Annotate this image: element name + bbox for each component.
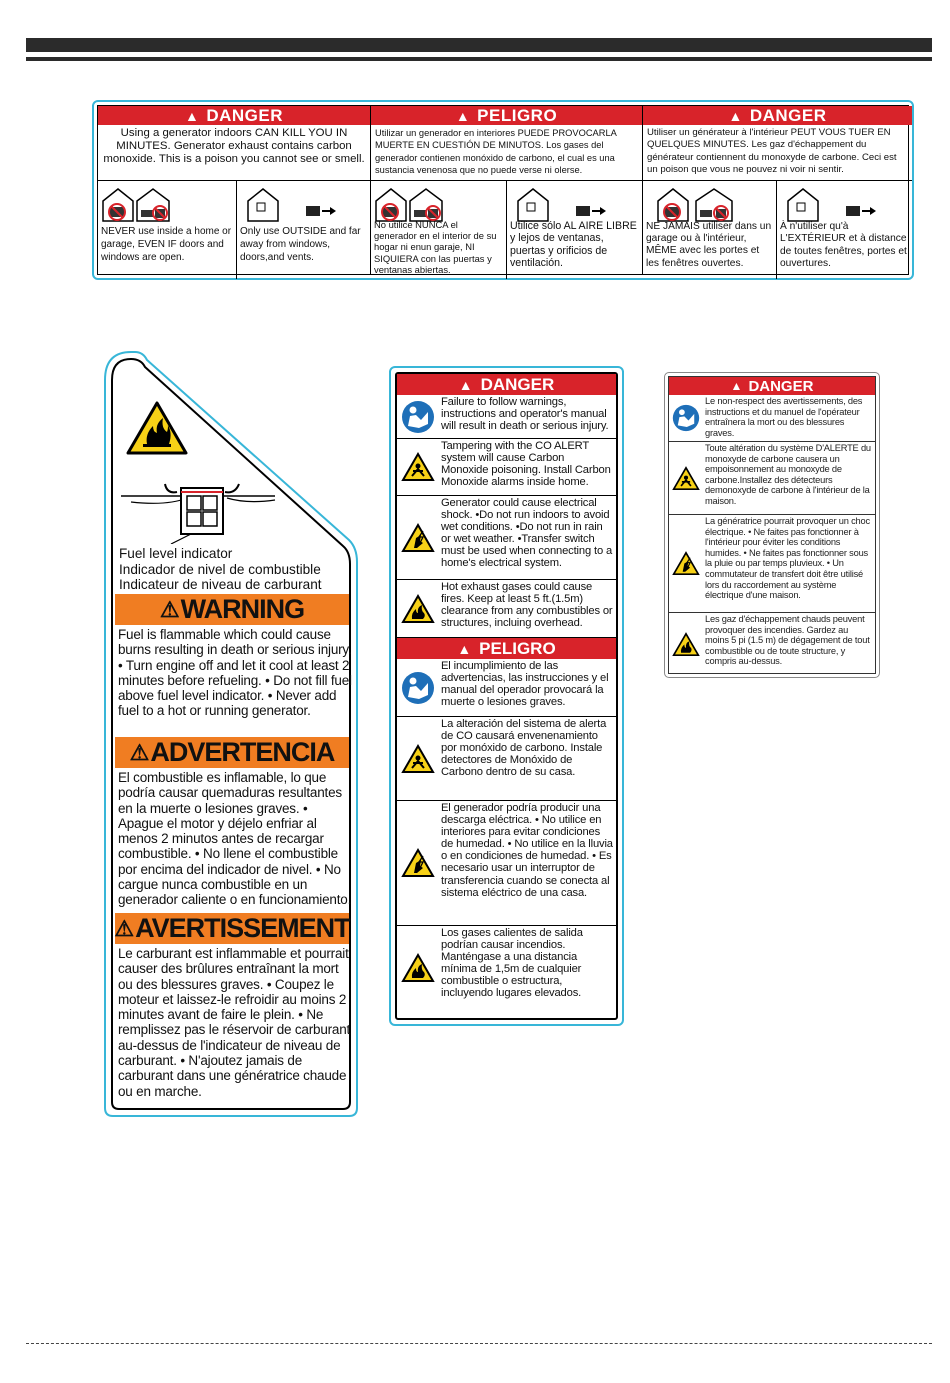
header-rule-thin bbox=[26, 57, 932, 61]
warning-text-fr: Le carburant est inflammable et pourrait causer des brûlures entraînant la mort ou des blessures graves. • Coupez le moteur et laissez-le refroidir au moins 2 minutes avant de faire le plein. • Ne remplissez pas le réservoir de carburant au-dessus de l'indicateur de niveau de carburant. • N'ajoutez jamais de carburant dans une génératrice chaude ou en marche. bbox=[118, 946, 351, 1099]
warning-triangle-icon: ▲ bbox=[458, 376, 473, 393]
outdoor-only-icon bbox=[510, 183, 640, 225]
warning-text-es: El combustible es inflamable, lo que podría causar quemaduras resultantes en la muerte o lesiones graves. • Apague el motor y déjelo enfriar al menos 2 minutos antes de recargar combustible. • No llene el combustible por encima del indicador de nivel. • No cargue nunca combustible en un generador caliente o en funcionamiento. bbox=[118, 770, 352, 908]
toxic-gas-warning-icon bbox=[397, 717, 439, 800]
outdoor-only-icon bbox=[780, 183, 909, 225]
electric-shock-warning-icon bbox=[397, 801, 439, 925]
hazard-row: Le non-respect des avertissements, des instructions et du manuel de l'opérateur entraînera la mort ou des blessures graves. bbox=[669, 395, 875, 441]
warning-triangle-icon: ▲ bbox=[184, 107, 200, 124]
electric-shock-warning-icon bbox=[669, 515, 703, 612]
fire-warning-icon bbox=[397, 926, 439, 1010]
warning-text-en: Fuel is flammable which could cause burns resulting in death or serious injury. • Turn engine off and let it cool at least 2 minutes before refueling. • Do not fill fuel above fuel level indicator. • Never add fuel to a hot or running generator. bbox=[118, 627, 352, 719]
fuel-indicator-label-fr: Indicateur de niveau de carburant bbox=[119, 577, 322, 592]
fuel-indicator-label-es: Indicador de nivel de combustible bbox=[119, 561, 321, 577]
hazard-row: Los gases calientes de salida podrían causar incendios. Manténgase a una distancia mínima de 1,5m de cualquier combustible o estructura, incluyendo lugares elevados. bbox=[397, 925, 616, 1010]
hazard-row: El generador podría producir una descarga eléctrica. • No utilice en interiores para evitar condiciones de humedad. • No utilice en la lluvia o en condiciones de humedad. • Es necesario usar un interruptor de transferencia cuando se conecta al sistema eléctrico de una casa. bbox=[397, 800, 616, 925]
co-column-spanish bbox=[371, 106, 643, 274]
co-rule-outside-only: À n'utiliser qu'à L'EXTÉRIEUR et à distance de toutes fenêtres, portes et ouvertures. bbox=[780, 221, 907, 270]
co-rule-outside-only: Only use OUTSIDE and far away from windows, doors,and vents. bbox=[240, 226, 361, 263]
fuel-level-gauge-icon bbox=[107, 480, 287, 549]
danger-header-bar bbox=[397, 374, 616, 395]
peligro-header-text: PELIGRO bbox=[479, 638, 556, 658]
hazard-row: Tampering with the CO ALERT system will cause Carbon Monoxide poisoning. Install Carbon Monoxide alarms inside home. bbox=[397, 438, 616, 495]
warning-header-text: WARNING bbox=[180, 594, 305, 624]
read-manual-icon bbox=[669, 395, 703, 441]
co-rule-never-indoors: NE JAMAIS utiliser dans un garage ou à l'intérieur, MÊME avec les portes et les fenêtres ouvertes. bbox=[646, 221, 772, 269]
peligro-header-bar bbox=[397, 637, 616, 659]
fire-warning-icon bbox=[669, 613, 703, 675]
toxic-gas-warning-icon bbox=[669, 442, 703, 514]
avertissement-header-text: AVERTISSEMENT bbox=[135, 913, 350, 943]
co-rule-never-indoors: NEVER use inside a home or garage, EVEN IF doors and windows are open. bbox=[101, 226, 232, 263]
hazard-row: La génératrice pourrait provoquer un choc électrique. • Ne faites pas fonctionner à l'intérieur pour éviter les conditions humides. • Ne faites pas fonctionner sous la pluie ou par temps pluvieux. • Un commutateur de transfert doit être utilisé lors du raccordement au système électrique d'une maison. bbox=[669, 514, 875, 612]
warning-triangle-icon: ⚠ bbox=[129, 739, 149, 765]
warning-header-bar bbox=[115, 594, 349, 625]
no-indoor-generator-icon bbox=[101, 183, 233, 225]
warning-triangle-icon: ⚠ bbox=[159, 596, 179, 622]
generator-danger-label bbox=[389, 366, 624, 1026]
hazard-row: La alteración del sistema de alerta de CO causará envenenamiento por monóxido de carbono. Instale detectores de Monóxido de Carbono dentro de su casa. bbox=[397, 716, 616, 800]
co-danger-label bbox=[92, 100, 914, 280]
danger-header-text: DANGER bbox=[480, 374, 555, 394]
hazard-row: Failure to follow warnings, instructions and operator's manual will result in death or serious injury. bbox=[397, 395, 616, 438]
hazard-row: Les gaz d'échappement chauds peuvent provoquer des incendies. Gardez au moins 5 pi (1.5 m) de dégagement de tout combustible ou de toute structure, y compris au-dessus. bbox=[669, 612, 875, 675]
warning-triangle-icon: ▲ bbox=[730, 379, 743, 393]
footer-dashed-rule bbox=[26, 1343, 932, 1344]
french-danger-label bbox=[664, 372, 880, 678]
warning-triangle-icon: ▲ bbox=[728, 107, 743, 124]
co-header: DANGER bbox=[749, 105, 827, 125]
warning-triangle-icon: ⚠ bbox=[114, 915, 134, 941]
warning-triangle-icon: ▲ bbox=[455, 107, 471, 124]
no-indoor-generator-icon bbox=[646, 183, 773, 225]
co-rule-never-indoors: No utilice NUNCA el generador en el interior de su hogar ni enun garaje, NI SIQUIERA con las puertas y ventanas abiertas. bbox=[374, 219, 497, 275]
co-rule-outside-only: Utilice sólo AL AIRE LIBRE y lejos de ventanas, puertas y orificios de ventilación. bbox=[510, 220, 637, 270]
fire-warning-icon bbox=[397, 580, 439, 637]
warning-triangle-icon: ▲ bbox=[457, 640, 472, 657]
hazard-row: Hot exhaust gases could cause fires. Keep at least 5 ft.(1.5m) clearance from any combustibles or structures, incluing overhead. bbox=[397, 579, 616, 637]
co-header: PELIGRO bbox=[477, 105, 558, 125]
read-manual-icon bbox=[397, 659, 439, 716]
avertissement-header-bar bbox=[115, 913, 349, 944]
electric-shock-warning-icon bbox=[397, 496, 439, 579]
co-intro: Utilizar un generador en interiores PUEDE PROVOCARLA MUERTE EN CUESTIÓN DE MINUTOS. Los gases del generador contienen monóxido de carbono, el cual es una sustancia venenosa que no puede verse ni olerse. bbox=[371, 125, 642, 181]
outdoor-only-icon bbox=[240, 183, 368, 225]
advertencia-header-text: ADVERTENCIA bbox=[150, 737, 335, 767]
toxic-gas-warning-icon bbox=[397, 439, 439, 495]
fuel-indicator-label-en: Fuel level indicator bbox=[119, 546, 233, 561]
advertencia-header-bar bbox=[115, 737, 349, 768]
header-rule-thick bbox=[26, 38, 932, 52]
co-header: DANGER bbox=[206, 105, 284, 125]
hazard-row: Generator could cause electrical shock. •Do not run indoors to avoid wet conditions. •Do not run in rain or wet weather. •Transfer switch must be used when connecting to a home's electrical system. bbox=[397, 495, 616, 579]
danger-header-bar bbox=[669, 377, 875, 395]
danger-header-text: DANGER bbox=[748, 377, 814, 395]
fuel-warning-label bbox=[103, 350, 359, 1120]
flammable-warning-icon bbox=[125, 400, 189, 461]
hazard-row: El incumplimiento de las advertencias, las instrucciones y el manual del operador provocará la muerte o lesiones graves. bbox=[397, 659, 616, 716]
co-column-english bbox=[98, 106, 371, 274]
co-column-french bbox=[643, 106, 912, 274]
co-intro: Utiliser un générateur à l'intérieur PEUT VOUS TUER EN QUELQUES MINUTES. Les gaz d'échappement du générateur contiennent du monoxyde de carbone. Ceci est un poison que vous ne pouvez ni voir ni sentir. bbox=[643, 125, 912, 181]
read-manual-icon bbox=[397, 395, 439, 438]
hazard-row: Toute altération du système D'ALERTE du monoxyde de carbone causera un empoisonnement au monoxyde de carbone.Installez des détecteurs demonoxyde de carbone à l'intérieur de la maison. bbox=[669, 441, 875, 514]
co-intro: Using a generator indoors CAN KILL YOU IN MINUTES. Generator exhaust contains carbon monoxide. This is a poison you cannot see or smell. bbox=[98, 125, 370, 181]
